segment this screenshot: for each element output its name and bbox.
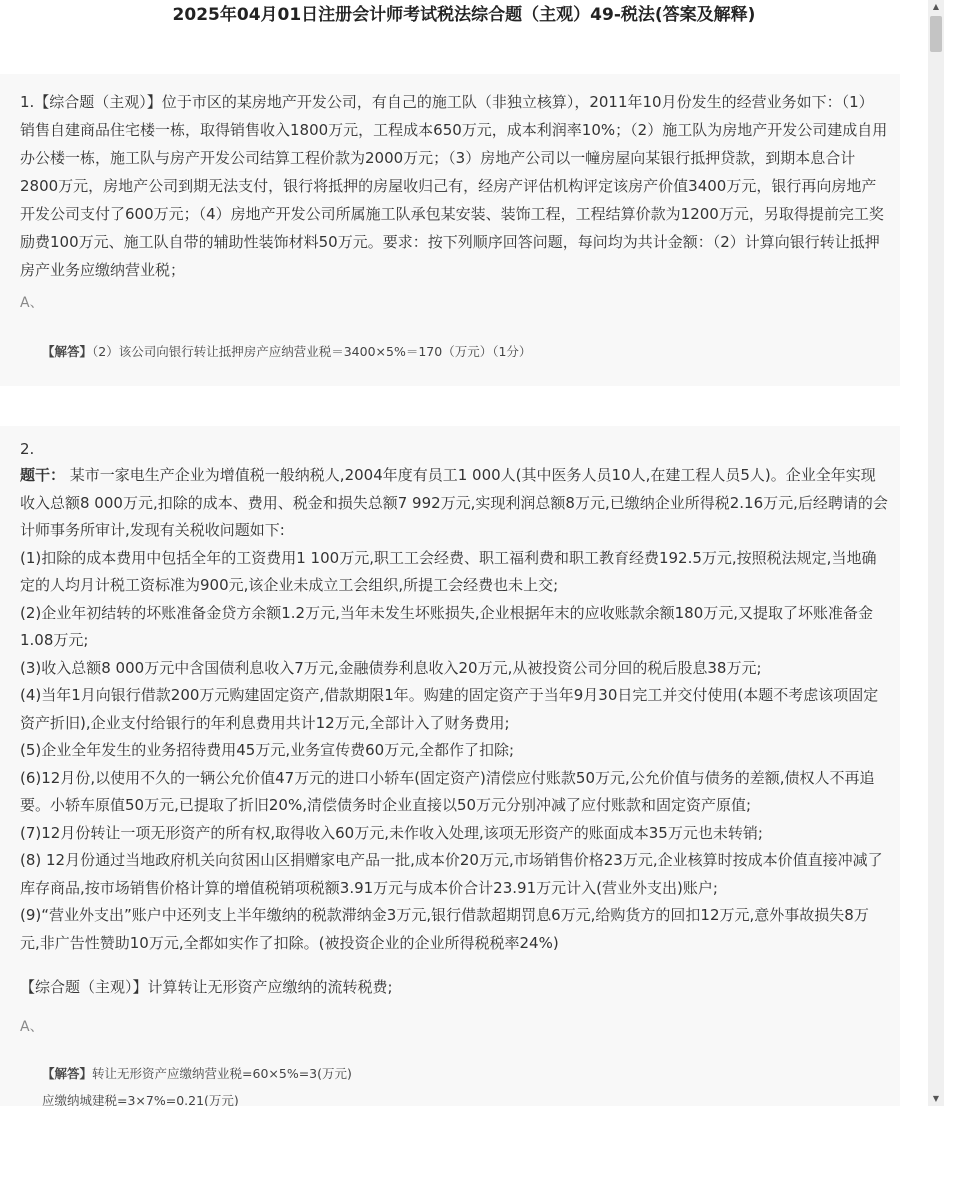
list-item: (5)企业全年发生的业务招待费用45万元,业务宣传费60万元,全都作了扣除; (20, 741, 515, 759)
question-2-body (20, 462, 888, 957)
list-item: (7)12月份转让一项无形资产的所有权,取得收入60万元,未作收入处理,该项无形资产的账面成本35万元也未转销; (20, 823, 763, 842)
list-item: (1)扣除的成本费用中包括全年的工资费用1 100万元,职工工会经费、职工福利费和职工教育经费192.5万元,按照税法规定,当地确定的人均月计税工资标准为900元,该企业未成立工会组织,所提工会经费也未上交; (20, 548, 877, 594)
question-2-answer-line-2: 应缴纳城建税=3×7%=0.21(万元) (42, 1093, 239, 1106)
list-item: (3)收入总额8 000万元中含国债利息收入7万元,金融债券利息收入20万元,从被投资公司分回的税后股息38万元; (20, 658, 762, 677)
stem-text: 某市一家电生产企业为增值税一般纳税人,2004年度有员工1 000人(其中医务人员10人,在建工程人员5人)。企业全年实现收入总额8 000万元,扣除的成本、费用、税金和损失总额7 992万元,实现利润总额8万元,已缴纳企业所得税2.16万元,后经聘请的会计师事务所审计,发现有关税收问题如下: (20, 466, 888, 539)
list-item: (4)当年1月向银行借款200万元购建固定资产,借款期限1年。购建的固定资产于当年9月30日完工并交付使用(本题不考虑该项固定资产折旧),企业支付给银行的年利息费用共计12万元,全部计入了财务费用; (20, 686, 879, 732)
scroll-up-arrow-icon[interactable]: ▲ (932, 2, 940, 11)
question-2-stem (20, 462, 888, 545)
answer-text: 转让无形资产应缴纳营业税=60×5%=3(万元) (92, 1066, 352, 1081)
question-card-1 (0, 74, 900, 386)
list-item: (6)12月份,以使用不久的一辆公允价值47万元的进口小轿车(固定资产)清偿应付账款50万元,公允价值与债务的差额,债权人不再追要。小轿车原值50万元,已提取了折旧20%,清偿债务时企业直接以50万元分别冲减了应付账款和固定资产原值; (20, 768, 875, 814)
scroll-down-arrow-icon[interactable]: ▼ (932, 1094, 940, 1103)
question-1-answer (42, 339, 531, 365)
question-1-text: 1.【综合题（主观）】位于市区的某房地产开发公司，有自己的施工队（非独立核算），2011年10月份发生的经营业务如下：（1）销售自建商品住宅楼一栋，取得销售收入1800万元，工程成本650万元，成本利润率10%；（2）施工队为房地产开发公司建成自用办公楼一栋，施工队与房产开发公司结算工程价款为2000万元；（3）房地产公司以一幢房屋向某银行抵押贷款，到期本息合计2800万元，房地产公司到期无法支付，银行将抵押的房屋收归己有，经房产评估机构评定该房产价值3400万元，银行再向房地产开发公司支付了600万元；（4）房地产开发公司所属施工队承包某安装、装饰工程，工程结算价款为1200万元，另取得提前完工奖励费100万元、施工队自带的辅助性装饰材料50万元。要求：按下列顺序回答问题，每问均为共计金额：（2）计算向银行转让抵押房产业务应缴纳营业税； (20, 93, 888, 279)
question-1-option-a[interactable]: A、 (20, 295, 44, 311)
list-item: (9)“营业外支出”账户中还列支上半年缴纳的税款滞纳金3万元,银行借款超期罚息6万元,给购货方的回扣12万元,意外事故损失8万元,非广告性赞助10万元,全都如实作了扣除。(被投资企业的企业所得税税率24%) (20, 906, 869, 952)
question-2-sub-question: 【综合题（主观）】计算转让无形资产应缴纳的流转税费; (20, 978, 393, 996)
list-item: (8) 12月份通过当地政府机关向贫困山区捐赠家电产品一批,成本价20万元,市场销售价格23万元,企业核算时按成本价值直接冲减了库存商品,按市场销售价格计算的增值税销项税额3.91万元与成本价合计23.91万元计入(营业外支出)账户; (20, 851, 883, 897)
answer-tag: 【解答】 (42, 1066, 93, 1081)
page-title: 2025年04月01日注册会计师考试税法综合题（主观）49-税法(答案及解释) (172, 5, 756, 25)
question-2-option-a[interactable]: A、 (20, 1019, 44, 1035)
scrollbar-thumb[interactable] (930, 16, 942, 52)
question-2-answer (42, 1061, 352, 1087)
question-card-2 (0, 426, 900, 1106)
stem-label: 题干： (20, 466, 66, 484)
list-item: (2)企业年初结转的坏账准备金贷方余额1.2万元,当年未发生坏账损失,企业根据年末的应收账款余额180万元,又提取了坏账准备金1.08万元; (20, 603, 874, 649)
vertical-scrollbar[interactable] (928, 0, 944, 1106)
question-2-number: 2. (20, 440, 35, 458)
answer-text: （2）该公司向银行转让抵押房产应纳营业税＝3400×5%＝170（万元）（1分） (92, 344, 532, 359)
answer-tag: 【解答】 (42, 344, 93, 359)
